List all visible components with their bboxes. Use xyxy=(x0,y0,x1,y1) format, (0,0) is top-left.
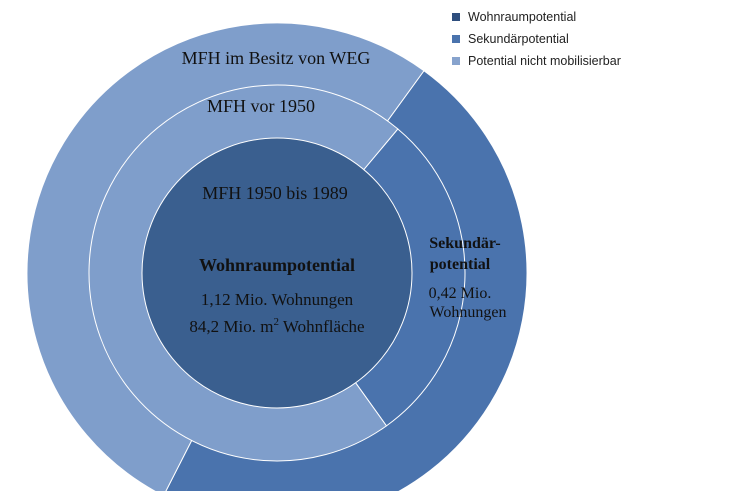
legend-label-nicht-mobilisierbar: Potential nicht mobilisierbar xyxy=(468,54,621,68)
secondary-heading-2: potential xyxy=(429,256,491,273)
center-line-2-prefix: 84,2 Mio. m xyxy=(189,317,274,336)
center-line-2-suffix: Wohnfläche xyxy=(278,317,365,336)
legend-item-nicht-mobilisierbar xyxy=(452,50,621,72)
legend-swatch-wohnraumpotential xyxy=(452,13,460,21)
center-line-1: 1,12 Mio. Wohnungen xyxy=(200,290,354,309)
center-heading: Wohnraumpotential xyxy=(198,255,356,275)
legend-item-sekundaerpotential xyxy=(452,28,621,50)
legend-label-sekundaerpotential: Sekundärpotential xyxy=(468,32,569,46)
secondary-line-2: Wohnungen xyxy=(429,304,507,321)
secondary-line-1: 0,42 Mio. xyxy=(428,285,492,302)
legend-label-wohnraumpotential: Wohnraumpotential xyxy=(468,10,577,24)
legend-swatch-nicht-mobilisierbar xyxy=(452,57,460,65)
legend-swatch-sekundaerpotential xyxy=(452,35,460,43)
legend-item-wohnraumpotential xyxy=(452,6,621,28)
chart-legend xyxy=(452,6,621,72)
ring-label-inner: MFH 1950 bis 1989 xyxy=(202,183,348,203)
center-line-2-sup: 2 xyxy=(273,316,279,328)
secondary-heading-1: Sekundär- xyxy=(429,235,501,252)
ring-label-middle: MFH vor 1950 xyxy=(206,96,316,116)
ring-label-outer: MFH im Besitz von WEG xyxy=(181,48,371,68)
